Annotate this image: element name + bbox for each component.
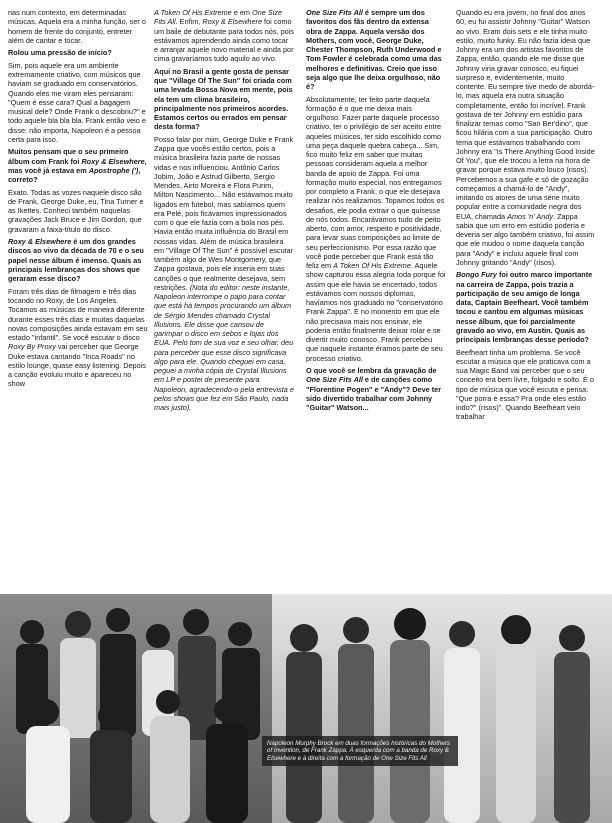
answer-paragraph: Sim, pois aquele era um ambiente extremamente criativo, com músicos que haviam se graduado em conservatórios. Quando eles me viram eles pensaram: "Quem é esse cara? Qual a bagagem musical dele? Onde Frank o descobriu?" e todo aquele bla bla bla. Frank então veio e disse: não importa, Napoleon é a pessoa certa para isso. bbox=[8, 60, 146, 144]
answer-paragraph: Posso falar por mim, George Duke e Frank Zappa que vocês estão certos, pois a música brasileira fazia parte de nossas vidas e nos influenciou. Antônio Carlos Jobim, João e Astrud Gilberto, Sergio Mendes, Airto Moreira e Flora Purim, Milton Nascimento... Não estávamos muito ligados em futebol, mas sabíamos quem era Pelé, pois ficávamos impressionados com o que ele fazia com a bola nos pés. Havia então muita influência do Brasil em nossas vidas. Além de música brasileira em "Village Of The Sun" é possível escutar também algo de Wes Montgomery, que Zappa gostava, pois ele inseria em suas canções o que realmente desejava, sem restrições. (Nota do editor: neste instante, Napoleon interrompe o papo para contar que está há tempos procurando um álbum de Sérgio Mendes chamado Crystal Illusions. Ele disse que cansou de garimpar o disco em sebos e lojas dos EUA. Pelo tom de sua voz e seu olhar, deu para perceber que esse disco significava algo para ele. Quando cheguei em casa, peguei a minha cópia de Crystal Illusions em LP e postei de presente para Napoleon, agradecendo-o pela entrevista e pelos shows que fez em São Paulo, nada mais justo). bbox=[154, 134, 294, 413]
question: Roxy & Elsewhere é um dos grandes discos ao vivo da década de 70 e o seu papel nesse álbum é imenso. Quais as principais lembranças dos shows que geraram esse disco? bbox=[8, 237, 144, 284]
question: Bongo Fury foi outro marco importante na carreira de Zappa, pois trazia a participação de seu amigo de longa data, Captain Beefheart. Você também tocou e cantou em algumas músicas nesse álbum, que foi parcialmente gravado ao vivo, em Austin. Quais as principais lembranças desse período? bbox=[456, 270, 593, 345]
text-column-3 bbox=[306, 8, 446, 591]
question: Rolou uma pressão de início? bbox=[8, 48, 112, 58]
photo-caption: Napoleon Murphy Brock em duas formações históricas do Mothers of Invention, de Frank Zappa. À esquerda com a banda de Roxy & Elsewhere e à direita com a formação de One Size Fits All bbox=[262, 736, 458, 766]
answer-paragraph: A Token Of His Extreme e em One Size Fits All. Enfim, Roxy & Elsewhere foi como um baile de debutante para todos nós, pois estávamos aprendendo ainda como tocar e arranjar aquele novo material e ainda por cima gravaríamos tudo aquilo ao vivo. bbox=[154, 8, 294, 64]
answer-paragraph: rias num contexto, em determinadas músicas. Aquela era a minha função, ser o homem de frente do conjunto, entreter além de cantar e tocar. bbox=[8, 8, 146, 45]
text-column-2 bbox=[154, 8, 294, 591]
question: One Size Fits All é sempre um dos favoritos dos fãs dentro da extensa obra de Zappa. Aquela versão dos Mothers, com você, George Duke, Chester Thompson, Ruth Underwood e Tom Fowler é celebrada como uma das melhores e definitivas. Creio que isso seja algo que lhe deixa orgulhoso, não é? bbox=[306, 8, 442, 91]
band-photo bbox=[0, 594, 612, 823]
right-band-photo bbox=[272, 594, 612, 823]
left-band-photo bbox=[0, 594, 272, 823]
question: Muitos pensam que o seu primeiro álbum com Frank foi Roxy & Elsewhere, mas você já estava em Apostrophe ('), correto? bbox=[8, 147, 147, 185]
question: Aqui no Brasil a gente gosta de pensar que "Village Of The Sun" foi criada com uma levada Bossa Nova em mente, pois ela tem um clima brasileiro, principalmente nos primeiros acordes. Estamos certos ou errados em pensar desta forma? bbox=[154, 66, 293, 132]
answer-paragraph: Foram três dias de filmagem e três dias tocando no Roxy, de Los Angeles. Tocamos as músicas de maneira diferente durante esses três dias e muitas daquelas novas composições ainda estavam em seu estado "infantil". Se você escutar o disco Roxy By Proxy vai perceber que George Duke estava cantando "Inca Roads" no estilo lounge, quase easy listening. Depois a canção evoluiu muito e apareceu no show bbox=[8, 286, 148, 389]
question: O que você se lembra da gravação de One Size Fits All e de canções como "Florentine Pogen" e "Andy"? Deve ter sido divertido trabalhar com Johnny "Guitar" Watson... bbox=[306, 366, 442, 413]
text-column-4 bbox=[456, 8, 596, 591]
answer-paragraph: Beefheart tinha um problema. Se você escutar a música que ele praticava com a sua Magic Band vai perceber que o seu conceito era bem livre, folgado e solto. É o tipo de música que você escuta e pensa: "Que porra é essa? Pra onde eles estão indo?" (risos)". Quando Beefheart veio trabalhar bbox=[456, 347, 594, 422]
editor-note: (Nota do editor: neste instante, Napoleon interrompe o papo para contar que está há tempos procurando um álbum de Sérgio Mendes chamado Crystal Illusions. Ele disse que cansou de garimpar o disco em sebos e lojas dos EUA. Pelo tom de sua voz e seu olhar, deu para perceber que esse disco significava algo para ele. Quando cheguei em casa, peguei a minha cópia de Crystal Illusions em LP e postei de presente para Napoleon, agradecendo-o pela entrevista e pelos shows que fez em São Paulo, nada mais justo). bbox=[154, 282, 294, 413]
answer-paragraph: Absolutamente, ter feito parte daquela formação é o que me deixa mais orgulhoso. Fazer parte daquele processo criativo, ter o privilégio de ser aceito entre aqueles músicos, ter sido escolhido como uma peça daquele quebra cabeça... Sim, fico muito feliz em saber que muitas pessoas consideram aquela a melhor banda de apoio de Zappa. Foi uma formação muito especial, nos entregamos por completo a Frank, o que ele desejava realizar nós realizamos. Topamos todos os desafios, ele podia extrair o que quisesse de nós todos. Encarávamos tudo de peito aberto, com amor, respeito e positividade, para levar suas composições ao limite de seu perfeccionismo. Por essa razão que você pode perceber que Frank está tão feliz em A Token Of His Extreme. Aquele show capturou essa alegria toda porque foi assim que ele havia se encerrado, todos estávamos com nossos diplomas, havíamos nos graduado no "conservatório Frank Zappa". E no momento em que ele não precisava mais nos ensinar, ele poderia então finalmente deixar rolar e se divertir muito conosco. Frank percebeu que naquele instante éramos parte de seu processo criativo. bbox=[306, 94, 446, 363]
answer-paragraph: Exato. Todas as vozes naquele disco são de Frank, George Duke, eu, Tina Turner e as Ikettes. Conheci também naquelas gravações Jack Bruce e Jim Gordon, que gravaram a faixa-título do disco. bbox=[8, 187, 144, 234]
answer-paragraph: Quando eu era jovem, no final dos anos 60, eu fui assistir Johnny "Guitar" Watson ao vivo. Eram dois sets e ele tinha muito estilo, muito funky. Eu não fazia ideia que Johnny era um dos artistas favoritos de Zappa, então, quando ele me disse que Johnny viria gravar conosco, eu fiquei surpreso e, evidentemente, muito contente. Eu sempre tive medo de abordá-lo, mas aquela era outra situação completamente, então foi incrível. Frank gostava de ter Johnny em estúdio para finalizar temas como "San Ber'dino", que ficou hilária com a sua participação. Outro tema que estávamos trabalhando com Johnny era "Is There Anything Good Inside Of You", que ele trocou a letra na hora de gravar porque estava muito louco (risos). Percebemos a sua gafe e só de gozação começamos a chamá-lo de "Andy", imitando os atores de uma série muito popular entre a comunidade negra dos EUA, chamada Amos 'n' Andy. Zappa sabia que um erro em estúdio poderia e deveria ser algo também criativo, foi assim que ele mudou o nome daquela canção para "Andy" e incluiu aquele final com Johnny gritando "Andy" (risos). bbox=[456, 8, 595, 267]
text-column-1 bbox=[8, 8, 148, 590]
